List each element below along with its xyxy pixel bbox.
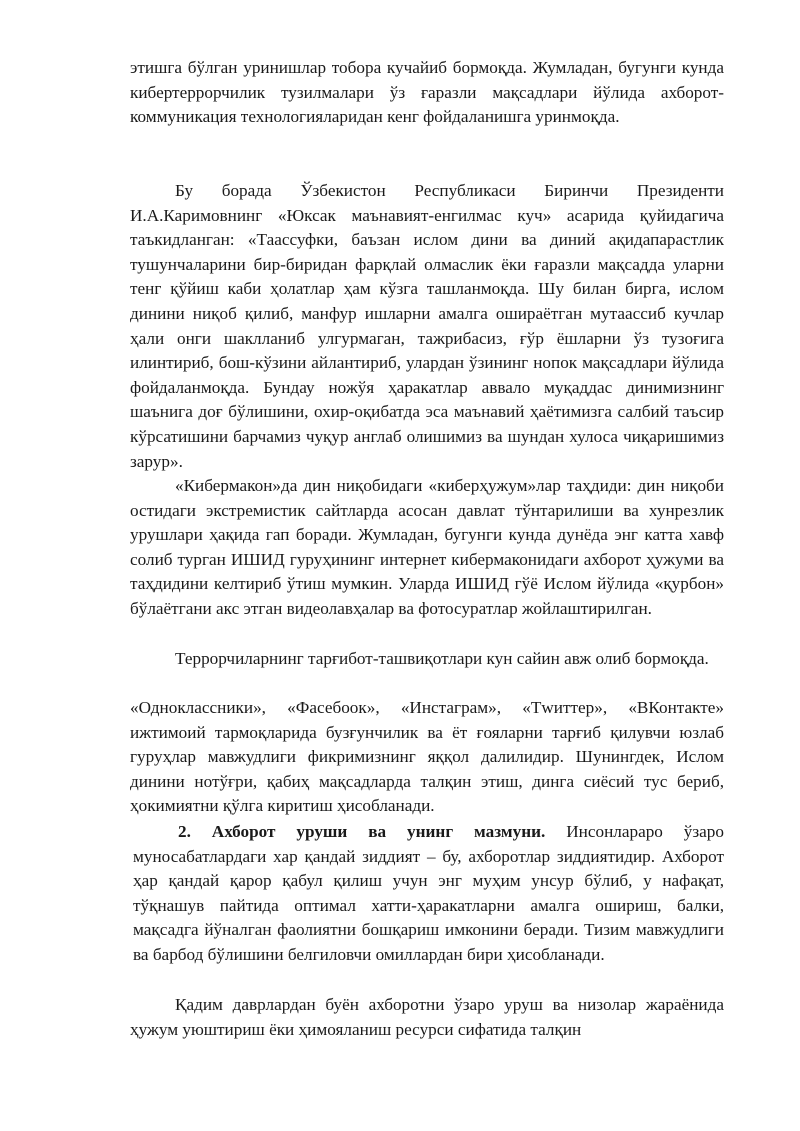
paragraph-5: «Одноклассники», «Фасебоок», «Инстаграм», «Тwиттер», «ВКонтакте» ижтимоий тармоқларида бузғунчилик ва ёт ғояларни тарғиб қилувчи юзлаб гуруҳлар мавжудлиги фикримизнинг яққол далилидир. Шунингдек, Ислом динини нотўғри, қабиҳ мақсадларда талқин этиш, динга сиёсий тус бериб, ҳокимиятни қўлга киритиш ҳисобланади.: [130, 698, 724, 816]
paragraph-7: Қадим даврлардан буён ахборотни ўзаро уруш ва низолар жараёнида ҳужум уюштириш ёки ҳимояланиш ресурси сифатида талқин: [130, 995, 724, 1039]
section-heading-body: Инсонлараро ўзаро муносабатлардаги хар қандай зиддият – бу, ахборотлар зиддиятидир. Ахборот ҳар қандай қарор қабул қилиш учун энг муҳим унсур бўлиб, у нафақат, тўқнашув пайтида оптимал хатти-ҳаракатларни амалга ошириш, балки, мақсадга йўналган фаолиятни бошқариш имконини беради. Тизим мавжудлиги ва барбод бўлишини белгиловчи омиллардан бири ҳисобланади.: [133, 822, 724, 964]
section-heading: 2. Ахборот уруши ва унинг мазмуни.: [178, 822, 546, 841]
paragraph-2: Бу борада Ўзбекистон Республикаси Биринчи Президенти И.А.Каримовнинг «Юксак маънавият-енгилмас куч» асарида қуйидагича таъкидланган: «Таассуфки, баъзан ислом дини ва диний ақидапарастлик тушунчаларини бир-биридан фарқлай олмаслик ёки ғаразли мақсадда уларни тенг қўйиш каби ҳолатлар ҳам кўзга ташланмоқда. Шу билан бирга, ислом динини ниқоб қилиб, манфур ишларни амалга ошираётган мутаассиб кучлар ҳали онги шаклланиб улгурмаган, тажрибасиз, ғўр ёшларни ўз тузоғига илинтириб, бош-кўзини айлантириб, улардан ўзининг нопок мақсадлари йўлида фойдаланмоқда. Бундау ножўя ҳаракатлар аввало муқаддас динимизнинг шаънига доғ бўлишини, охир-оқибатда эса маънавий ҳаётимизга салбий таъсир кўрсатишини барчамиз чуқур англаб олишимиз ва шундан хулоса чиқаришимиз зарур».: [130, 181, 724, 471]
paragraph-1: этишга бўлган уринишлар тобора кучайиб бормоқда. Жумладан, бугунги кунда кибертеррорчилик тузилмалари ўз ғаразли мақсадлари йўлида ахборот- коммуникация технологияларидан кенг фойдаланишга уринмоқда.: [130, 58, 724, 127]
paragraph-3: «Кибермакон»да дин ниқобидаги «киберҳужум»лар таҳдиди: дин ниқоби остидаги экстремистик сайтларда асосан давлат тўнтарилиши ва хунрезлик урушлари ҳақида гап боради. Жумладан, бугунги кунда дунёда энг катта хавф солиб турган ИШИД гуруҳининг интернет кибермаконидаги ахборот ҳужуми ва таҳдидини келтириб ўтиш мумкин. Уларда ИШИД гўё Ислом йўлида «қурбон» бўлаётгани акс этган видеолавҳалар ва фотосуратлар жойлаштирилган.: [130, 476, 724, 618]
paragraph-4: Террорчиларнинг тарғибот-ташвиқотлари кун сайин авж олиб бормоқда.: [175, 649, 709, 668]
paragraph-6: [133, 820, 724, 968]
